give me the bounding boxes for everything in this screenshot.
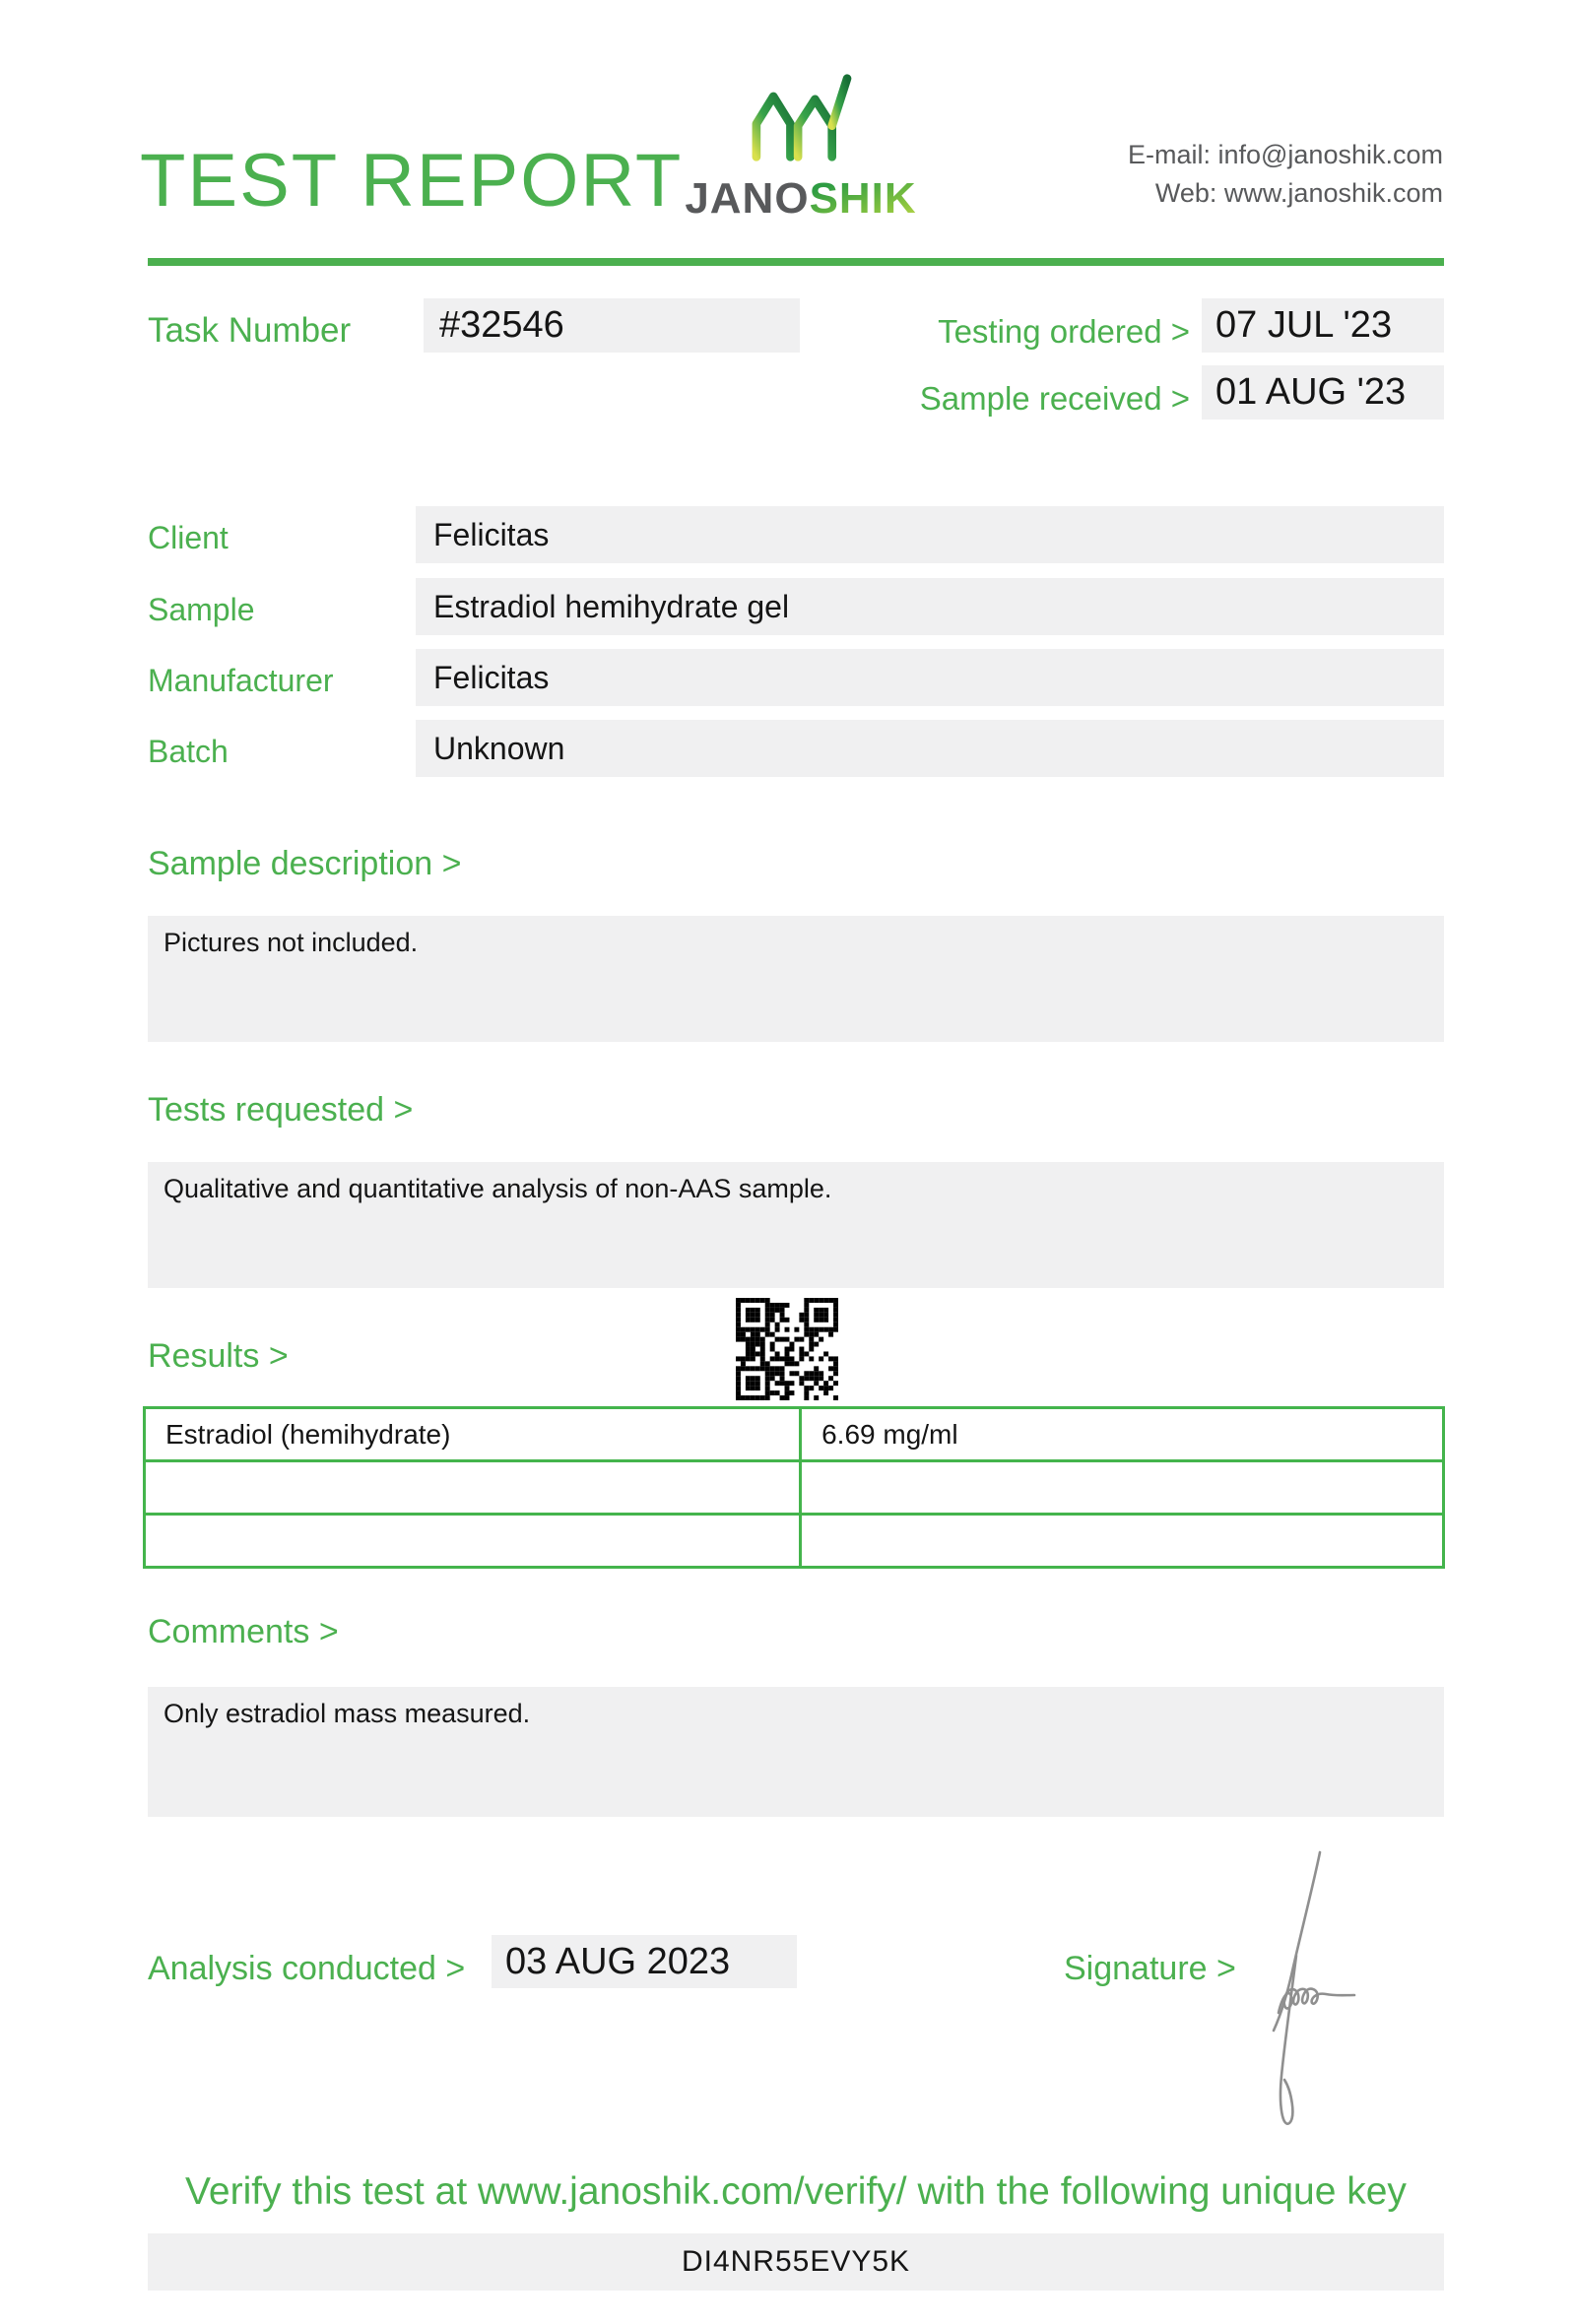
tests-requested-heading: Tests requested > — [148, 1091, 414, 1129]
chart-peaks-icon — [748, 71, 854, 170]
janoshik-logo — [678, 71, 924, 224]
page-title: TEST REPORT — [140, 139, 684, 223]
result-parameter: Estradiol (hemihydrate) — [145, 1408, 801, 1461]
result-parameter — [145, 1515, 801, 1568]
sample-description-heading: Sample description > — [148, 845, 462, 882]
contact-info — [1128, 136, 1443, 213]
sample-description-box — [148, 916, 1444, 1042]
results-table — [143, 1406, 1445, 1569]
verify-instruction: Verify this test at www.janoshik.com/verify/ with the following unique key — [185, 2170, 1407, 2213]
testing-ordered-label: Testing ordered > — [938, 313, 1190, 350]
result-parameter — [145, 1461, 801, 1515]
qr-code — [736, 1298, 838, 1400]
sample-value: Estradiol hemihydrate gel — [416, 578, 1444, 635]
analysis-conducted-label: Analysis conducted > — [148, 1950, 466, 1987]
sample-received-value: 01 AUG '23 — [1202, 365, 1444, 420]
comments-box — [148, 1687, 1444, 1817]
results-heading: Results > — [148, 1337, 289, 1375]
task-number-value: #32546 — [424, 298, 800, 353]
signature-label: Signature > — [1064, 1950, 1236, 1987]
sample-received-label: Sample received > — [919, 380, 1190, 417]
logo-wordmark — [685, 174, 916, 224]
comments-text: Only estradiol mass measured. — [164, 1699, 531, 1728]
table-row — [145, 1515, 1444, 1568]
table-row — [145, 1408, 1444, 1461]
manufacturer-value: Felicitas — [416, 649, 1444, 706]
result-value — [801, 1515, 1444, 1568]
logo-text-jano: JANO — [685, 174, 810, 223]
tests-requested-box — [148, 1162, 1444, 1288]
batch-value: Unknown — [416, 720, 1444, 777]
task-number-label: Task Number — [148, 311, 352, 350]
logo-text-shik: SHIK — [809, 174, 917, 223]
manufacturer-label: Manufacturer — [148, 663, 334, 698]
table-row — [145, 1461, 1444, 1515]
sample-label: Sample — [148, 592, 255, 627]
comments-heading: Comments > — [148, 1613, 339, 1650]
tests-requested-text: Qualitative and quantitative analysis of non-AAS sample. — [164, 1174, 832, 1203]
result-value — [801, 1461, 1444, 1515]
testing-ordered-value: 07 JUL '23 — [1202, 298, 1444, 353]
sample-description-text: Pictures not included. — [164, 928, 419, 957]
analysis-date-value: 03 AUG 2023 — [492, 1935, 797, 1988]
signature-scribble — [1259, 1847, 1387, 2148]
contact-email: E-mail: info@janoshik.com — [1127, 140, 1443, 169]
batch-label: Batch — [148, 734, 229, 769]
contact-web: Web: www.janoshik.com — [1154, 178, 1443, 208]
client-label: Client — [148, 520, 229, 555]
header-divider — [148, 258, 1444, 266]
client-value: Felicitas — [416, 506, 1444, 563]
result-value: 6.69 mg/ml — [801, 1408, 1444, 1461]
unique-key-value: DI4NR55EVY5K — [148, 2233, 1444, 2291]
